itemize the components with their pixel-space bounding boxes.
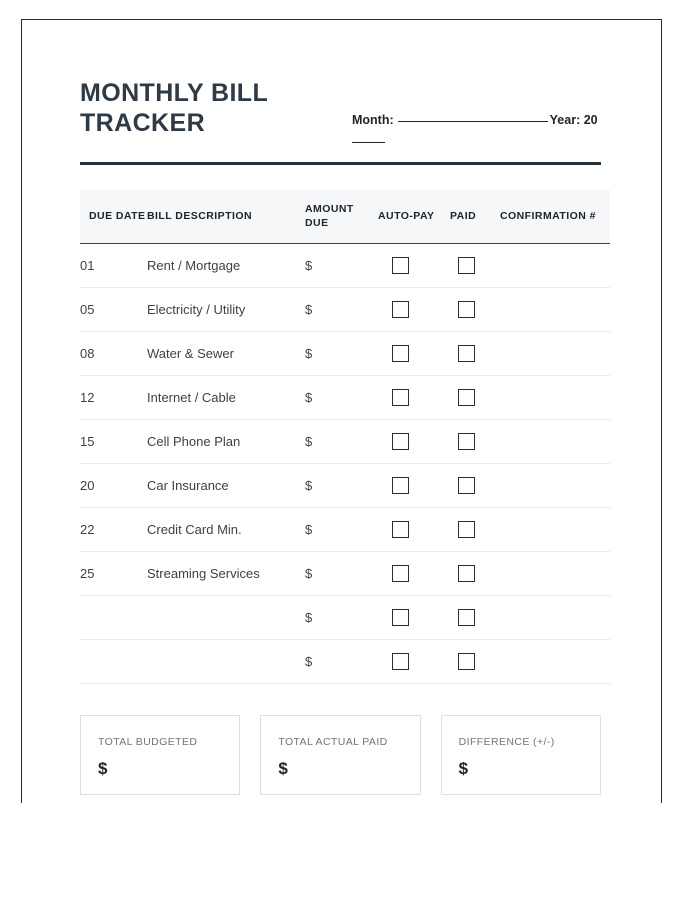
auto-pay-checkbox[interactable] — [392, 653, 409, 670]
summary-box — [260, 715, 420, 795]
cell-bill-description[interactable]: Electricity / Utility — [147, 288, 305, 332]
cell-auto-pay — [378, 464, 450, 508]
page-title: MONTHLY BILL TRACKER — [80, 79, 268, 137]
cell-paid — [450, 332, 500, 376]
auto-pay-checkbox[interactable] — [392, 609, 409, 626]
cell-due-date[interactable]: 22 — [80, 508, 147, 552]
cell-confirmation-number[interactable] — [500, 552, 610, 596]
cell-amount-due[interactable]: $ — [305, 640, 378, 684]
table-row — [80, 332, 610, 376]
column-header-amount-due: AMOUNT DUE — [305, 190, 378, 244]
paid-checkbox[interactable] — [458, 257, 475, 274]
paid-checkbox[interactable] — [458, 301, 475, 318]
summary-box-label: TOTAL ACTUAL PAID — [278, 736, 388, 748]
cell-bill-description[interactable]: Streaming Services — [147, 552, 305, 596]
cell-due-date[interactable]: 25 — [80, 552, 147, 596]
auto-pay-checkbox[interactable] — [392, 345, 409, 362]
cell-bill-description[interactable]: Credit Card Min. — [147, 508, 305, 552]
column-header-confirmation: CONFIRMATION # — [500, 190, 610, 244]
table-row — [80, 596, 610, 640]
table-row — [80, 640, 610, 684]
bill-tracker-table — [80, 190, 610, 684]
cell-auto-pay — [378, 596, 450, 640]
cell-bill-description[interactable] — [147, 640, 305, 684]
summary-box-label: TOTAL BUDGETED — [98, 736, 198, 748]
cell-paid — [450, 552, 500, 596]
cell-amount-due[interactable]: $ — [305, 244, 378, 288]
table-header — [80, 190, 610, 244]
column-header-description: BILL DESCRIPTION — [147, 190, 305, 244]
cell-auto-pay — [378, 420, 450, 464]
cell-amount-due[interactable]: $ — [305, 332, 378, 376]
cell-due-date[interactable] — [80, 596, 147, 640]
auto-pay-checkbox[interactable] — [392, 257, 409, 274]
cell-auto-pay — [378, 244, 450, 288]
summary-totals — [80, 715, 601, 795]
cell-paid — [450, 596, 500, 640]
cell-confirmation-number[interactable] — [500, 464, 610, 508]
auto-pay-checkbox[interactable] — [392, 565, 409, 582]
paid-checkbox[interactable] — [458, 477, 475, 494]
cell-confirmation-number[interactable] — [500, 640, 610, 684]
column-header-paid: PAID — [450, 190, 500, 244]
title-divider — [80, 162, 601, 165]
table-header-row — [80, 190, 610, 244]
table-row — [80, 420, 610, 464]
cell-due-date[interactable]: 08 — [80, 332, 147, 376]
cell-due-date[interactable]: 12 — [80, 376, 147, 420]
auto-pay-checkbox[interactable] — [392, 301, 409, 318]
cell-amount-due[interactable]: $ — [305, 288, 378, 332]
cell-due-date[interactable] — [80, 640, 147, 684]
cell-paid — [450, 288, 500, 332]
cell-bill-description[interactable]: Rent / Mortgage — [147, 244, 305, 288]
auto-pay-checkbox[interactable] — [392, 477, 409, 494]
cell-confirmation-number[interactable] — [500, 420, 610, 464]
cell-confirmation-number[interactable] — [500, 288, 610, 332]
summary-box-value[interactable]: $ — [278, 759, 288, 778]
cell-due-date[interactable]: 01 — [80, 244, 147, 288]
cell-auto-pay — [378, 288, 450, 332]
summary-box-value[interactable]: $ — [98, 759, 108, 778]
paid-checkbox[interactable] — [458, 345, 475, 362]
column-header-due-date: DUE DATE — [80, 190, 147, 244]
cell-confirmation-number[interactable] — [500, 244, 610, 288]
cell-amount-due[interactable]: $ — [305, 464, 378, 508]
cell-confirmation-number[interactable] — [500, 376, 610, 420]
summary-box — [441, 715, 601, 795]
table-row — [80, 244, 610, 288]
year-label: Year: — [549, 113, 581, 127]
column-header-auto-pay: AUTO-PAY — [378, 190, 450, 244]
cell-paid — [450, 640, 500, 684]
auto-pay-checkbox[interactable] — [392, 433, 409, 450]
cell-amount-due[interactable]: $ — [305, 552, 378, 596]
summary-box — [80, 715, 240, 795]
cell-confirmation-number[interactable] — [500, 508, 610, 552]
table-row — [80, 508, 610, 552]
auto-pay-checkbox[interactable] — [392, 521, 409, 538]
table-row — [80, 376, 610, 420]
year-prefix: 20 — [583, 113, 598, 127]
cell-due-date[interactable]: 20 — [80, 464, 147, 508]
table-row — [80, 464, 610, 508]
cell-auto-pay — [378, 640, 450, 684]
document-content — [80, 19, 601, 795]
cell-bill-description[interactable]: Cell Phone Plan — [147, 420, 305, 464]
cell-bill-description[interactable]: Internet / Cable — [147, 376, 305, 420]
cell-confirmation-number[interactable] — [500, 332, 610, 376]
paid-checkbox[interactable] — [458, 433, 475, 450]
cell-amount-due[interactable]: $ — [305, 596, 378, 640]
cell-auto-pay — [378, 552, 450, 596]
paid-checkbox[interactable] — [458, 565, 475, 582]
paid-checkbox[interactable] — [458, 521, 475, 538]
cell-due-date[interactable]: 15 — [80, 420, 147, 464]
summary-box-value[interactable]: $ — [458, 759, 469, 778]
cell-paid — [450, 464, 500, 508]
table-body — [80, 244, 610, 684]
cell-amount-due[interactable]: $ — [305, 376, 378, 420]
cell-paid — [450, 508, 500, 552]
cell-bill-description[interactable]: Car Insurance — [147, 464, 305, 508]
year-input-blank[interactable] — [352, 142, 385, 143]
month-label: Month: — [352, 113, 394, 127]
cell-bill-description[interactable]: Water & Sewer — [147, 332, 305, 376]
paid-checkbox[interactable] — [458, 609, 475, 626]
month-year-fields — [352, 110, 601, 152]
cell-bill-description[interactable] — [147, 596, 305, 640]
cell-due-date[interactable]: 05 — [80, 288, 147, 332]
table-row — [80, 288, 610, 332]
paid-checkbox[interactable] — [458, 653, 475, 670]
cell-auto-pay — [378, 332, 450, 376]
document-masthead — [80, 19, 601, 164]
auto-pay-checkbox[interactable] — [392, 389, 409, 406]
cell-auto-pay — [378, 376, 450, 420]
cell-paid — [450, 420, 500, 464]
cell-auto-pay — [378, 508, 450, 552]
cell-confirmation-number[interactable] — [500, 596, 610, 640]
cell-paid — [450, 244, 500, 288]
cell-amount-due[interactable]: $ — [305, 508, 378, 552]
cell-paid — [450, 376, 500, 420]
paid-checkbox[interactable] — [458, 389, 475, 406]
table-row — [80, 552, 610, 596]
summary-box-label: DIFFERENCE (+/-) — [458, 736, 555, 748]
cell-amount-due[interactable]: $ — [305, 420, 378, 464]
month-input-blank[interactable] — [398, 121, 548, 122]
